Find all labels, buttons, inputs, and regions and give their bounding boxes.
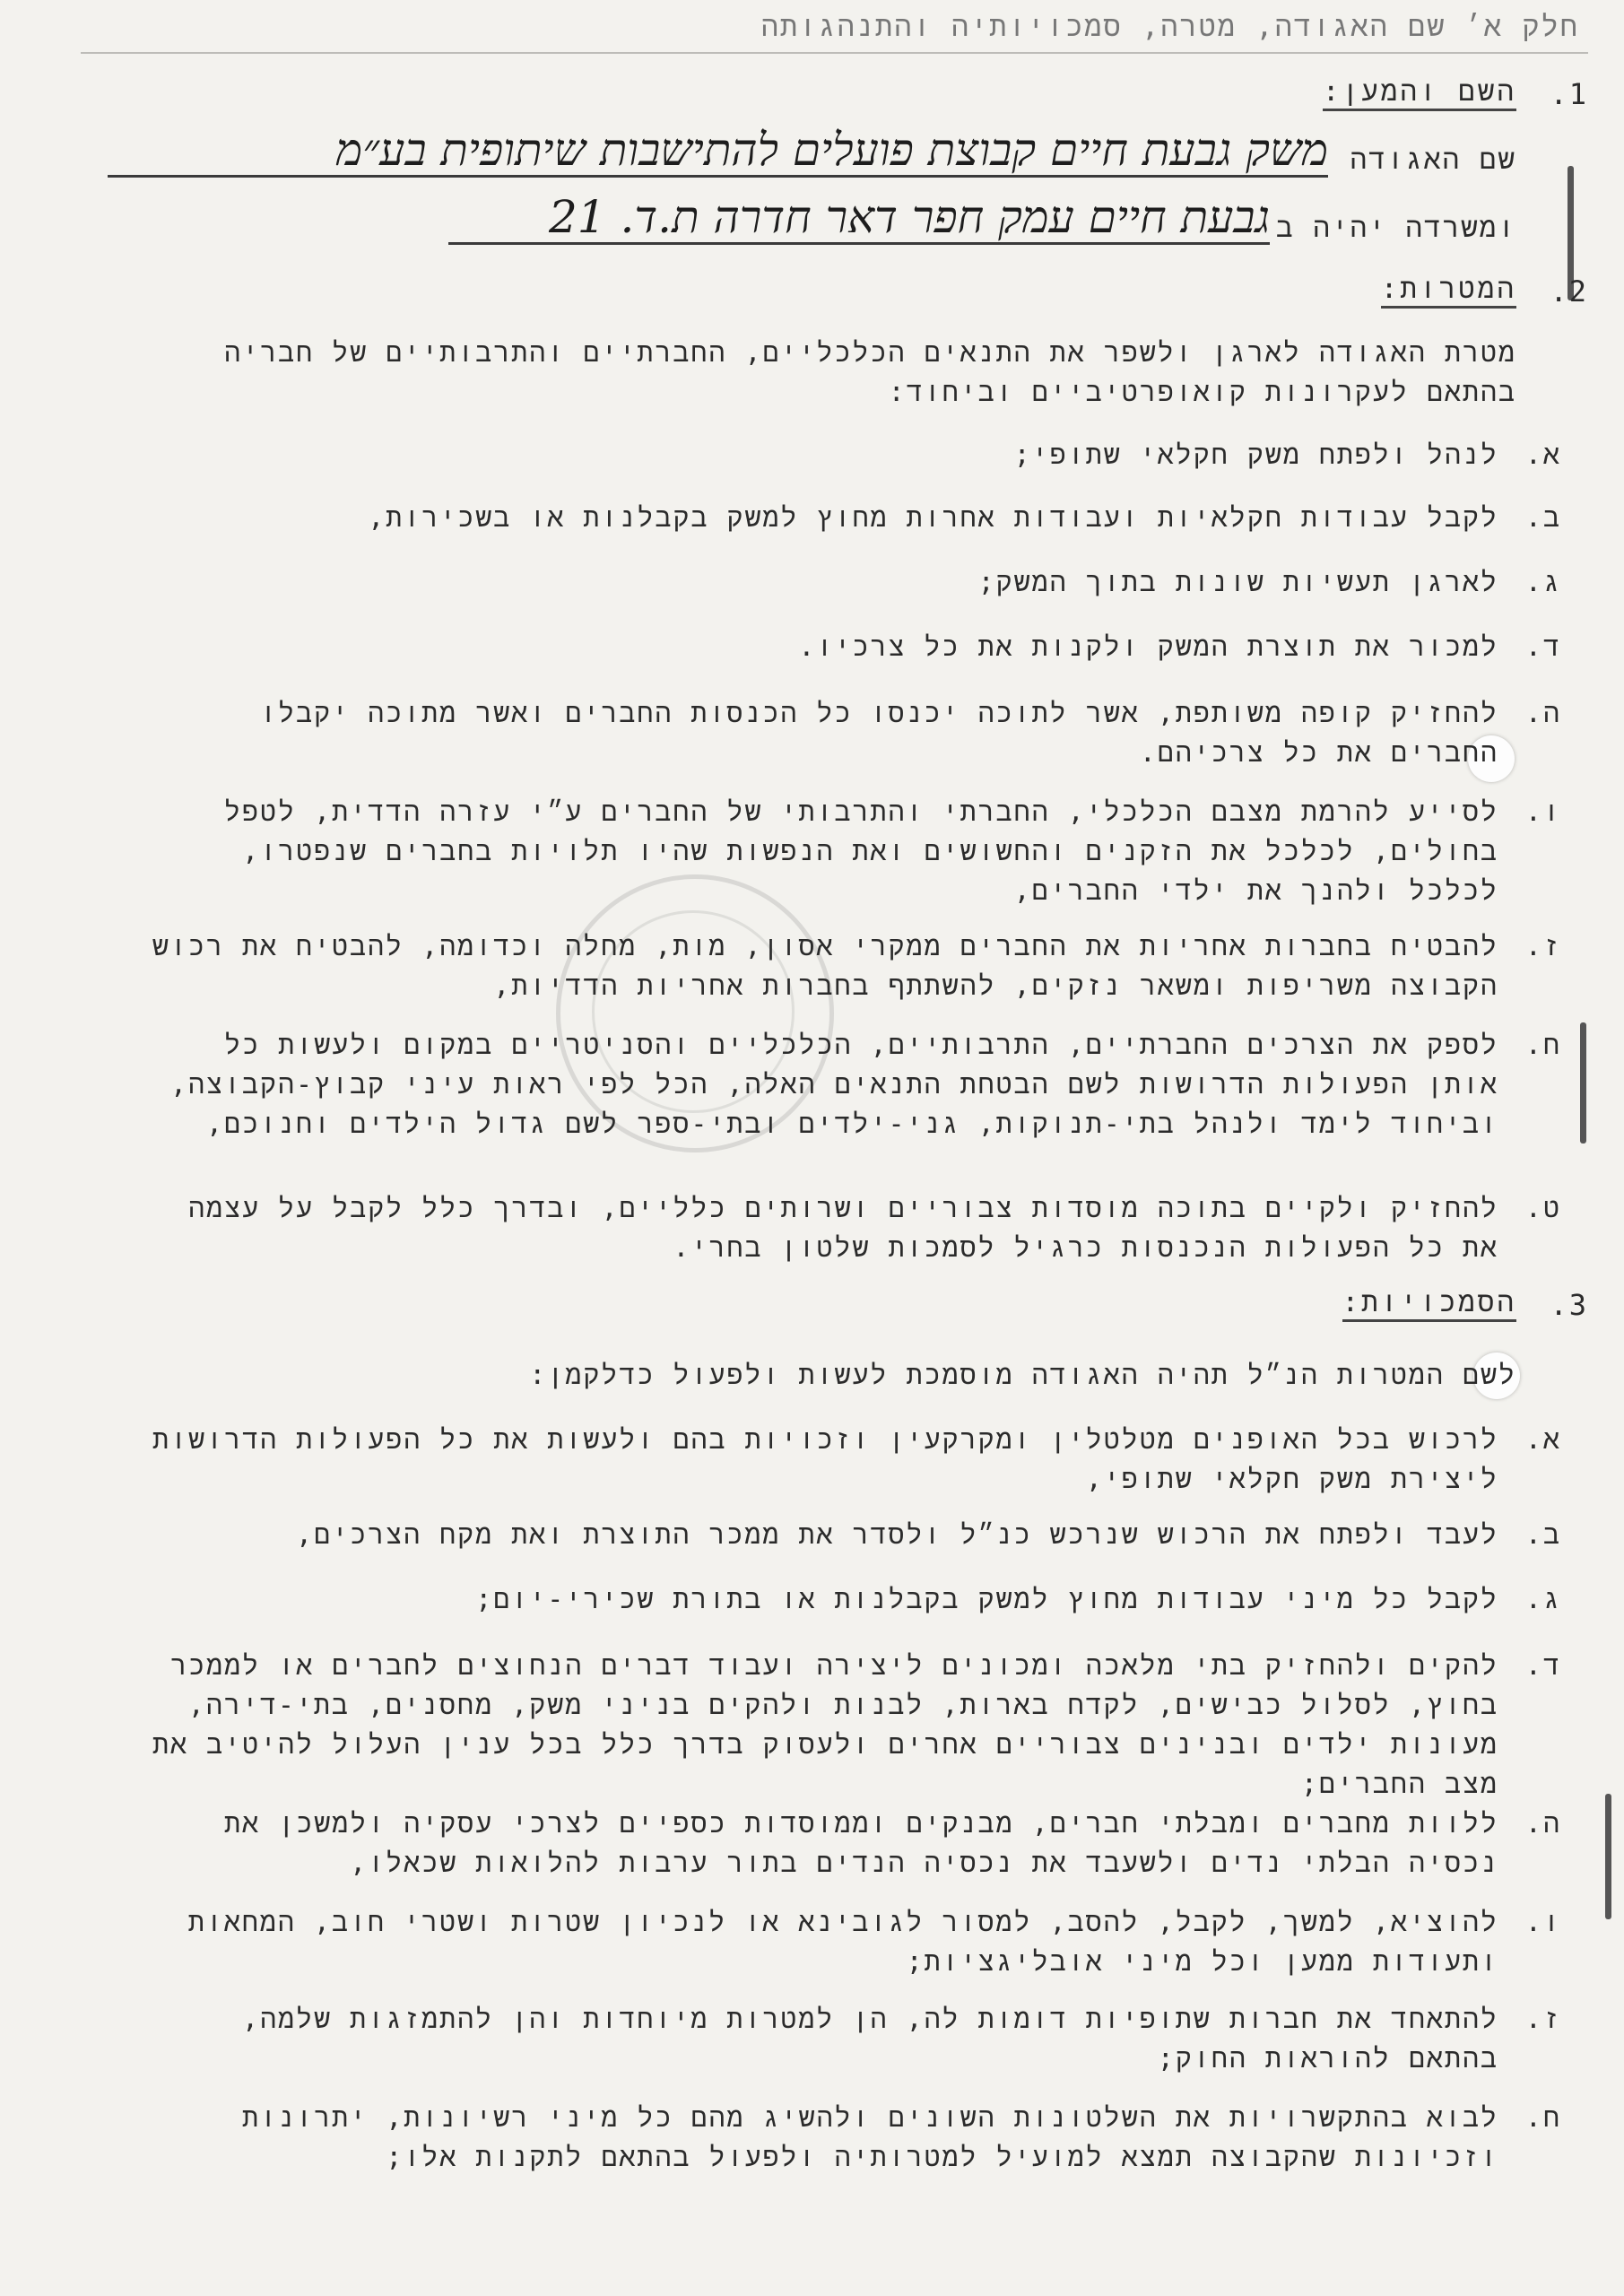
objective-item-f — [143, 793, 1561, 911]
objective-item-b-label: ב. — [1524, 502, 1561, 534]
objective-item-h-label: ח. — [1524, 1030, 1561, 1061]
section-2-number: .2 — [1550, 274, 1588, 309]
objective-item-e-text: להחזיק קופה משותפת, אשר לתוכה יכנסו כל הכנסות החברים ואשר מתוכה יקבלו החברים את כל צרכיהם. — [260, 698, 1498, 769]
power-item-c-text: לקבל כל מיני עבודות מחוץ למשק בקבלנות או בתורת שכירי-יום; — [475, 1584, 1498, 1615]
objective-item-f-text: לסייע להרמת מצבם הכלכלי, החברתי והתרבותי של החברים ע״י עזרה הדדית, לטפל בחולים, לכלכל את הזקנים והחשושים ואת הנפשות שהיו תלויות בחברים שנפטרו, לכלכל ולהנך את ילדי החברים, — [224, 796, 1498, 907]
power-item-g-text: להתאחד את חברות שתופיות דומות לה, הן למטרות מיוחדות והן להתמזגות שלמה, בהתאם להוראות החוק; — [242, 2004, 1498, 2074]
power-item-h-text: לבוא בהתקשרויות את השלטונות השונים ולהשיג מהם כל מיני רשיונות, יתרונות וזכיונות שהקבוצה תמצא למועיל למטרותיה ולפעול בהתאם לתקנות אלו; — [242, 2102, 1498, 2173]
objective-item-g — [143, 927, 1561, 1006]
objective-item-h-text: לספק את הצרכים החברתיים, התרבותיים, הכלכליים והסניטריים במקום ולעשות כל אותן הפעולות הדרושות לשם הבטחת התנאים האלה, הכל לפי ראות עיני קבוץ-הקבוצה, וביחוד לימד ולנהל בתי-תנוקות, גני-ילדים ובתי-ספר לשם גדול הילדים וחנוכם, — [169, 1030, 1498, 1140]
office-location-label: ומשרדה יהיה ב — [1276, 212, 1516, 244]
section-1-title: השם והמען: — [1323, 75, 1516, 111]
objective-item-c — [143, 563, 1561, 603]
objective-item-a — [143, 436, 1561, 475]
power-item-h-label: ח. — [1524, 2102, 1561, 2134]
objective-item-g-text: להבטיח בחברות אחריות את החברים ממקרי אסון, מות, מחלה וכדומה, להבטיח את רכוש הקבוצה משריפות ומשאר נזקים, להשתתף בחברות אחריות הדדיות, — [152, 931, 1498, 1002]
objective-item-d-label: ד. — [1524, 631, 1561, 663]
objective-item-e-label: ה. — [1524, 698, 1561, 729]
objective-item-d-text: למכור את תוצרת המשק ולקנות את כל צרכיו. — [798, 631, 1498, 663]
power-item-e — [143, 1805, 1561, 1883]
section-3-intro: לשם המטרות הנ״ל תהיה האגודה מוסמכת לעשות ולפעול כדלקמן: — [529, 1360, 1516, 1391]
power-item-f-text: להוציא, למשך, לקבל, להסב, למסור לגובינא או לנכיון שטרות ושטרי חוב, המחאות ותעודות ממען וכל מיני אובליגציות; — [187, 1907, 1498, 1978]
section-3-title: הסמכויות: — [1342, 1286, 1517, 1322]
objective-item-c-text: לארגן תעשיות שונות בתוך המשק; — [977, 567, 1498, 598]
association-name-label: שם האגודה — [1350, 144, 1516, 176]
power-item-b-text: לעבד ולפתח את הרכוש שנרכש כנ״ל ולסדר את ממכר התוצרת ואת מקח הצרכים, — [296, 1519, 1498, 1551]
section-1-number: .1 — [1550, 77, 1588, 111]
power-item-c-label: ג. — [1524, 1584, 1561, 1615]
objective-item-c-label: ג. — [1524, 567, 1561, 598]
objective-item-i — [143, 1189, 1561, 1268]
power-item-g-label: ז. — [1524, 2004, 1561, 2035]
document-header: חלק א׳ שם האגודה, מטרה, סמכויותיה והתנהגותה — [81, 0, 1588, 54]
objective-item-h — [143, 1026, 1561, 1144]
power-item-a-label: א. — [1524, 1424, 1561, 1456]
section-3-number: .3 — [1550, 1288, 1588, 1322]
power-item-e-label: ה. — [1524, 1808, 1561, 1839]
power-item-f — [143, 1903, 1561, 1982]
section-2-intro: מטרת האגודה לארגן ולשפר את התנאים הכלכליים, החברתיים והתרבותיים של חבריה בהתאם לעקרונות קואופרטיביים וביחוד: — [224, 337, 1516, 408]
power-item-d — [143, 1647, 1561, 1805]
objective-item-a-label: א. — [1524, 439, 1561, 471]
binder-mark-bottom — [1605, 1794, 1611, 1919]
office-location-value: גבעת חיים עמק חפר דאר חדרה ת.ד. 21 — [448, 193, 1270, 245]
objective-item-i-text: להחזיק ולקיים בתוכה מוסדות צבוריים ושרותים כלליים, ובדרך כלל לקבל על עצמה את כל הפעולות הנכנסות כרגיל לסמכות שלטון בחרי. — [188, 1193, 1498, 1264]
objective-item-a-text: לנהל ולפתח משק חקלאי שתופי; — [1013, 439, 1498, 471]
objective-item-e — [143, 694, 1561, 773]
objective-item-i-label: ט. — [1524, 1193, 1561, 1224]
power-item-c — [143, 1580, 1561, 1620]
power-item-d-text: להקים ולהחזיק בתי מלאכה ומכונים ליצירה ועבוד דברים הנחוצים לחברים או לממכר בחוץ, לסלול כבישים, לקדח בארות, לבנות ולהקים בניני משק, מחסנים, בתי-דירה, מעונות ילדים ובנינים צבוריים אחרים ולעסוק בדרך כלל בכל ענין העלול להיטיב את מצב החברים; — [152, 1650, 1498, 1800]
power-item-g — [143, 2000, 1561, 2079]
binder-mark-middle — [1580, 1022, 1586, 1144]
power-item-f-label: ו. — [1524, 1907, 1561, 1938]
power-item-d-label: ד. — [1524, 1650, 1561, 1682]
power-item-b — [143, 1516, 1561, 1555]
power-item-h — [143, 2099, 1561, 2178]
objective-item-f-label: ו. — [1524, 796, 1561, 828]
objective-item-b-text: לקבל עבודות חקלאיות ועבודות אחרות מחוץ למשק בקבלנות או בשכירות, — [368, 502, 1498, 534]
power-item-b-label: ב. — [1524, 1519, 1561, 1551]
section-2-title: המטרות: — [1381, 273, 1516, 309]
power-item-a — [143, 1421, 1561, 1500]
objective-item-d — [143, 628, 1561, 667]
power-item-e-text: ללוות מחברים ומבלתי חברים, מבנקים וממוסדות כספיים לצרכי עסקיה ולמשכן את נכסיה הבלתי נדים ולשעבד את נכסיה הנדים בתור ערבות להלואות שכאלו, — [224, 1808, 1498, 1879]
association-name-value: משק גבעת חיים קבוצת פועלים להתישבות שיתופית בע״מ — [108, 126, 1328, 178]
objective-item-b — [143, 499, 1561, 538]
objective-item-g-label: ז. — [1524, 931, 1561, 962]
power-item-a-text: לרכוש בכל האופנים מטלטלין ומקרקעין וזכויות בהם ולעשות את כל הפעולות הדרושות ליצירת משק חקלאי שתופי, — [152, 1424, 1498, 1495]
